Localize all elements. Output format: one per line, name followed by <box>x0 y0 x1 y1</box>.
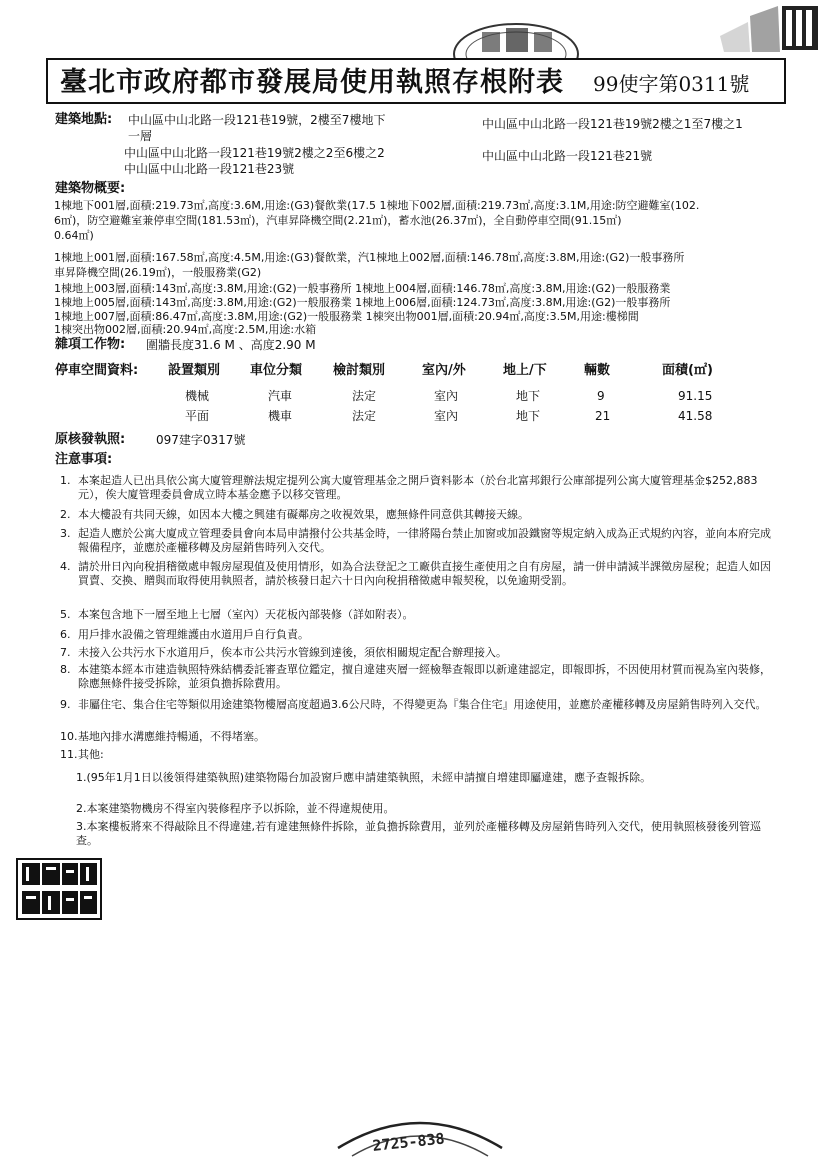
parking-cell: 21 <box>595 409 611 423</box>
overview-line: 6㎡)，防空避難室兼停車空間(181.53㎡)，汽車昇降機空間(2.21㎡)，蓄水池(26.37㎡)，全自動停車空間(91.15㎡) <box>54 214 622 227</box>
permit-number: 99使字第0311號 <box>593 72 750 96</box>
permit-page: 臺北市政府都市發展局使用執照存根附表 99使字第0311號 建築地點: 中山區中山北路一段121巷19號，2樓至7樓地下 一層 中山區中山北路一段121巷19號2樓之1至7樓之1 中山區中山北路一段121巷19號2樓之2至6樓之2 中山區中山北路一段121巷21號 中山區中山北路一段121巷23號 建築物概要: 1棟地下001層,面積:219.73㎡,高度:3.6M,用途:(G3)餐飲業(17.5 1棟地下002層,面積:219.73㎡,高度:3.1M,用途:防空避難室(102. 6㎡)，防空避難室兼停車空間(181.53㎡)，汽車昇降機空間(2.21㎡)，蓄水池(26.37㎡)，全自動停車空間(91.15㎡) 0.64㎡) 1棟地上001層,面積:167.58㎡,高度:4.5M,用途:(G3)餐飲業，汽1棟地上002層,面積:146.78㎡,高度:3.8M,用途:(G2)一般事務所 車昇降機空間(26.19㎡)，一般服務業(G2) 1棟地上003層,面積:143㎡,高度:3.8M,用途:(G2)一般事務所 1棟地上004層,面積:146.78㎡,高度:3.8M,用途:(G2)一般服務業 1棟地上005層,面積:143㎡,高度:3.8M,用途:(G2)一般服務業 1棟地上006層,面積:124.73㎡,高度:3.8M,用途:(G2)一般事務所 1棟地上007層,面積:86.47㎡,高度:3.8M,用途:(G2)一般服務業 1棟突出物001層,面積:20.94㎡,高度:3.5M,用途:樓梯間 1棟突出物002層,面積:20.94㎡,高度:2.5M,用途:水箱 雜項工作物: 圍牆長度31.6 M 、高度2.90 M 停車空間資料: 設置類別 車位分類 檢討類別 室內/外 地上/下 輛數 面積(㎡) 機械 汽車 法定 室內 地下 9 91.15 平面 機車 法定 室內 地下 21 41.58 原核發執照: 097建字0317號 注意事項: 1. 本案起造人已出具依公寓大廈管理辦法規定提列公寓大廈管理基金之開戶資料影本（於台北富邦銀行公庫部提列公寓大廈管理基金$252,883元），俟大廈管理委員會成立時本基金應予以移交管理。 2. 本大樓設有共同天線，如因本大樓之興建有礙鄰房之收視效果，應無條件同意供其轉接天線。 3. 起造人應於公寓大廈成立管理委員會向本局申請撥付公共基金時，一律將陽台禁止加窗或加設鐵窗等規定納入成為正式規約內容，並向本府完成報備程序，並應於產權移轉及房屋銷售時列入交代。 4. 請於卅日內向稅捐稽徵處申報房屋現值及使用情形，如為合法登記之工廠供直接生產使用之自有房屋，請一併申請減半課徵房屋稅；起造人如因買賣、交換、贈與而取得使用執照者，請於核發日起六十日內向稅捐稽徵處申報契稅，以免逾期受罰。 5. 本案包含地下一層至地上七層（室內）天花板內部裝修（詳如附表）。 6. 用戶排水設備之管理維護由水道用戶自行負責。 7. 未接入公共污水下水道用戶，俟本市公共污水管線到達後，須依相關規定配合辦理接入。 8. 本建築本經本市建造執照特殊結構委託審查單位鑑定，擅自違建夾層一經檢舉查報即以新違建認定，即報即拆，不因使用材質而視為室內裝修，除應無條件接受拆除，並須負擔拆除費用。 9. 非屬住宅、集合住宅等類似用途建築物樓層高度超過3.6公尺時，不得變更為『集合住宅』用途使用，並應於產權移轉及房屋銷售時列入交代。 10. 基地內排水溝應維持暢通，不得堵塞。 11. 其他: 1.(95年1月1日以後領得建築執照)建築物陽台加設窗戶應申請建築執照，未經申請擅自增建即屬違建，應予查報拆除。 2.本案建築物機房不得室內裝修程序予以拆除，並不得違規使用。 3.本案樓板將來不得敲除且不得違建,若有違建無條件拆除，並負擔拆除費用，並列於產權移轉及房屋銷售時列入交代，使用執照核發後列管巡查。 2725-838 <box>0 0 825 1169</box>
page-title: 臺北市政府都市發展局使用執照存根附表 <box>60 67 564 98</box>
overview-line: 1棟地上005層,面積:143㎡,高度:3.8M,用途:(G2)一般服務業 1棟地上006層,面積:124.73㎡,高度:3.8M,用途:(G2)一般事務所 <box>54 296 671 309</box>
overview-line: 1棟地下001層,面積:219.73㎡,高度:3.6M,用途:(G3)餐飲業(17.5 1棟地下002層,面積:219.73㎡,高度:3.1M,用途:防空避難室(102. <box>54 199 700 212</box>
parking-header: 面積(㎡) <box>662 363 713 378</box>
site-address-5: 中山區中山北路一段121巷23號 <box>124 162 295 176</box>
bottom-stamp-icon <box>330 1108 510 1169</box>
original-permit-label: 原核發執照: <box>55 432 126 447</box>
parking-header: 設置類別 <box>168 363 221 378</box>
note-sub-item: 2.本案建築物機房不得室內裝修程序予以拆除，並不得違規使用。 <box>76 802 395 815</box>
parking-cell: 機械 <box>185 389 210 403</box>
corner-stamp-icon <box>720 6 820 56</box>
parking-cell: 機車 <box>268 409 293 423</box>
note-sub-item: 1.(95年1月1日以後領得建築執照)建築物陽台加設窗戶應申請建築執照，未經申請擅自增建即屬違建，應予查報拆除。 <box>76 771 652 784</box>
parking-cell: 法定 <box>352 389 377 403</box>
overview-line: 1棟地上003層,面積:143㎡,高度:3.8M,用途:(G2)一般事務所 1棟地上004層,面積:146.78㎡,高度:3.8M,用途:(G2)一般服務業 <box>54 282 671 295</box>
parking-header: 地上/下 <box>503 363 547 378</box>
parking-cell: 汽車 <box>268 389 293 403</box>
parking-header: 輛數 <box>584 363 611 378</box>
overview-label: 建築物概要: <box>55 181 126 196</box>
overview-line: 1棟地上001層,面積:167.58㎡,高度:4.5M,用途:(G3)餐飲業，汽1棟地上002層,面積:146.78㎡,高度:3.8M,用途:(G2)一般事務所 <box>54 251 685 264</box>
overview-line: 0.64㎡) <box>54 229 94 242</box>
note-sub-item: 3.本案樓板將來不得敲除且不得違建,若有違建無條件拆除，並負擔拆除費用，並列於產權移轉及房屋銷售時列入交代，使用執照核發後列管巡查。 <box>76 820 761 847</box>
overview-line: 車昇降機空間(26.19㎡)，一般服務業(G2) <box>54 266 262 279</box>
parking-cell: 平面 <box>185 409 210 423</box>
parking-cell: 室內 <box>434 409 459 423</box>
bottom-stamp-text: 2725-838 <box>371 1129 446 1155</box>
misc-value: 圍牆長度31.6 M 、高度2.90 M <box>146 338 316 352</box>
misc-label: 雜項工作物: <box>55 337 126 352</box>
parking-header: 檢討類別 <box>333 363 386 378</box>
parking-header: 室內/外 <box>422 363 466 378</box>
parking-cell: 41.58 <box>678 409 713 423</box>
site-address-1: 中山區中山北路一段121巷19號，2樓至7樓地下 <box>128 113 386 127</box>
parking-cell: 法定 <box>352 409 377 423</box>
official-seal-icon <box>16 858 102 920</box>
parking-header: 車位分類 <box>250 363 303 378</box>
original-permit-value: 097建字0317號 <box>156 433 246 447</box>
site-address-1-cont: 一層 <box>128 129 153 143</box>
parking-label: 停車空間資料: <box>55 363 139 378</box>
approval-stamp-icon <box>446 18 581 60</box>
site-label: 建築地點: <box>55 112 113 127</box>
overview-line: 1棟突出物002層,面積:20.94㎡,高度:2.5M,用途:水箱 <box>54 323 317 336</box>
parking-cell: 地下 <box>516 409 541 423</box>
overview-line: 1棟地上007層,面積:86.47㎡,高度:3.8M,用途:(G2)一般服務業 1棟突出物001層,面積:20.94㎡,高度:3.5M,用途:樓梯間 <box>54 310 639 323</box>
parking-cell: 91.15 <box>678 389 713 403</box>
site-address-3: 中山區中山北路一段121巷19號2樓之2至6樓之2 <box>124 146 385 160</box>
site-address-2: 中山區中山北路一段121巷19號2樓之1至7樓之1 <box>482 117 743 131</box>
notes-label: 注意事項: <box>55 452 113 467</box>
parking-cell: 9 <box>597 389 605 403</box>
parking-cell: 室內 <box>434 389 459 403</box>
parking-cell: 地下 <box>516 389 541 403</box>
site-address-4: 中山區中山北路一段121巷21號 <box>482 149 653 163</box>
